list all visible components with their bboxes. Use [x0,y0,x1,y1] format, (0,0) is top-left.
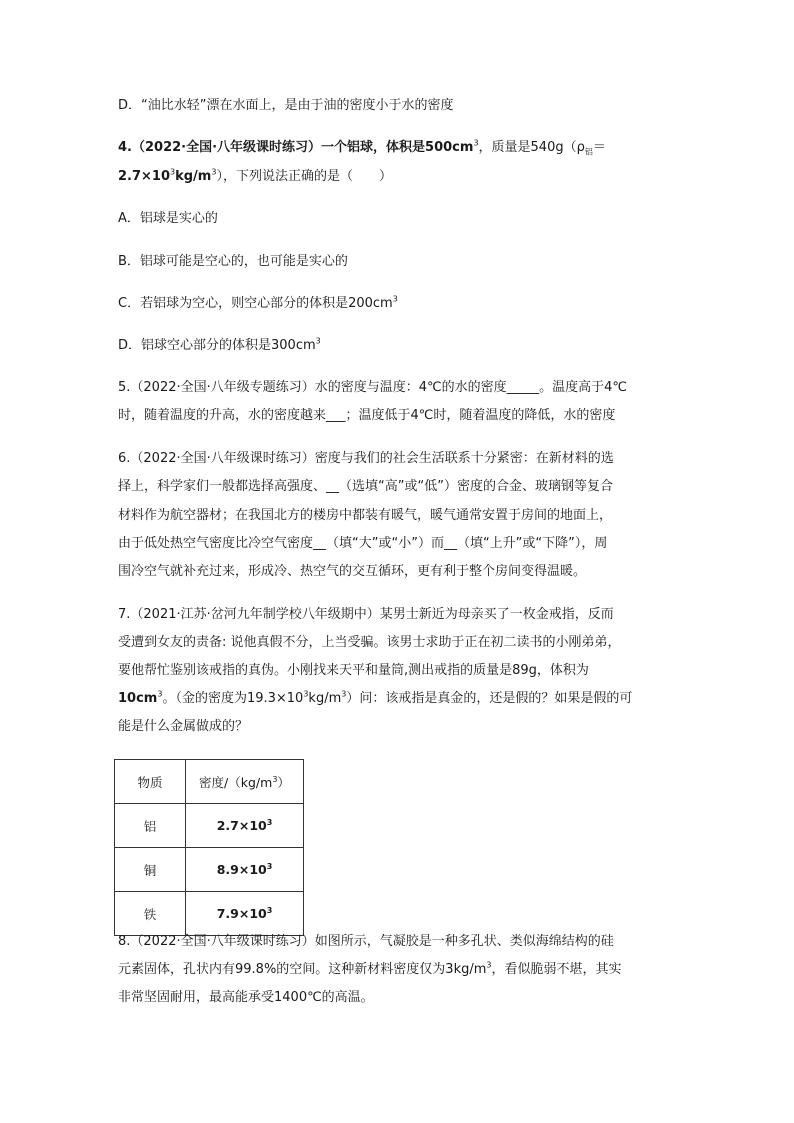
q7-line-2 [118,633,621,653]
q6-line-2 [118,477,613,497]
superscript: 3 [303,689,309,699]
text: 非常坚固耐用，最高能承受1400℃的高温。 [118,990,374,1005]
superscript: 3 [341,689,347,699]
table-cell [186,848,304,892]
text: 8.9×10 [216,862,267,877]
text: ），下列说法正确的是（ ） [216,169,392,184]
text: ）问：该戒指是真金的，还是假的？如果是假的可 [346,691,633,706]
text: ＝ [592,140,606,155]
text: 8.（2022·全国·八年级课时练习）如图所示，气凝胶是一种多孔状、类似海绵结构的硅 [118,934,614,949]
q4-option-b [118,252,348,272]
text: ，看似脆弱不堪，其实 [491,962,622,977]
q8-line-1 [118,932,614,952]
superscript: 3 [272,774,278,784]
table-row [115,804,304,848]
q7-line-1 [118,605,614,625]
density-table [114,759,304,936]
text: C．若铝球为空心，则空心部分的体积是200cm [118,296,393,311]
q7-line-3 [118,661,589,681]
superscript: 3 [170,167,176,177]
text: 铝 [143,818,157,834]
superscript: 3 [266,861,273,871]
q8-line-3 [118,988,374,1008]
text: 能是什么金属做成的？ [118,719,249,734]
table-cell [115,848,186,892]
text: 10cm [118,691,158,706]
q4-option-a [118,209,218,229]
superscript: 3 [392,294,398,304]
superscript: 3 [211,167,217,177]
q6-line-3 [118,506,612,526]
q5-line-2 [118,406,615,426]
text: 材料作为航空器材；在我国北方的楼房中都装有暖气，暖气通常安置于房间的地面上， [118,508,613,523]
q3-option-d [118,96,453,116]
q6-line-5 [118,562,586,582]
text: 2.7×10 [118,169,171,184]
table-cell [115,804,186,848]
text: 元素固体，孔状内有99.8%的空间。这种新材料密度仅为3kg/m [118,962,487,977]
text: ，质量是540g（ρ [478,140,585,155]
table-cell [186,892,304,936]
table-header-cell [115,760,186,804]
text: 。（金的密度为19.3×10 [162,691,304,706]
text: 受遭到女友的责备: 说他真假不分，上当受骗。该男士求助于正在初二读书的小刚弟弟， [118,635,621,650]
text: kg/m [175,169,212,184]
superscript: 3 [266,817,273,827]
text: 围冷空气就补充过来，形成冷、热空气的交互循环，更有利于整个房间变得温暖。 [118,564,587,579]
superscript: 3 [157,689,163,699]
text: 密度/（kg/m [199,774,273,790]
text: kg/m [308,691,342,706]
superscript: 3 [486,960,492,970]
text: 铁 [143,906,157,922]
text: 铜 [143,862,157,878]
q8-line-2 [118,960,622,980]
text: D．铝球空心部分的体积是300cm [118,338,316,353]
table-cell [186,804,304,848]
text: 择上，科学家们一般都选择高强度、__（选填“高”或“低”）密度的合金、玻璃钢等复合 [118,479,613,494]
text: 5.（2022·全国·八年级专题练习）水的密度与温度：4℃的水的密度_____。温度高于4℃ [118,380,627,395]
table-row [115,892,304,936]
text: ） [277,774,290,790]
table-header-row [115,760,304,804]
q5-line-1 [118,378,627,398]
table-header-cell [186,760,304,804]
text: 要他帮忙鉴别该戒指的真伪。小刚找来天平和量筒,测出戒指的质量是89g，体积为 [118,663,589,678]
table-cell [115,892,186,936]
q7-line-5 [118,717,248,737]
subscript: 铝 [584,147,593,157]
q6-line-4 [118,534,607,554]
superscript: 3 [473,138,479,148]
text: 7.（2021·江苏·岔河九年制学校八年级期中）某男士新近为母亲买了一枚金戒指，反而 [118,607,614,622]
q4-option-d [118,336,321,356]
text: 时，随着温度的升高，水的密度越来___；温度低于4℃时，随着温度的降低，水的密度 [118,408,616,423]
text: 物质 [137,774,163,790]
table-row [115,848,304,892]
q7-line-4 [118,689,632,709]
text: 2.7×10 [216,818,267,833]
text: 4.（2022·全国·八年级课时练习）一个铝球，体积是500cm [118,140,474,155]
superscript: 3 [315,336,321,346]
q4-stem-line-2 [118,167,392,187]
q4-option-c [118,294,398,314]
q4-stem-line-1 [118,138,606,158]
superscript: 3 [266,905,273,915]
text: 6.（2022·全国·八年级课时练习）密度与我们的社会生活联系十分紧密：在新材料的选 [118,451,614,466]
text: D．“油比水轻”漂在水面上，是由于油的密度小于水的密度 [118,98,454,113]
text: 由于低处热空气密度比冷空气密度__（填“大”或“小”）而__（填“上升”或“下降”），周 [118,536,608,551]
text: 7.9×10 [216,906,267,921]
q6-line-1 [118,449,614,469]
text: A．铝球是实心的 [118,211,218,226]
text: B．铝球可能是空心的，也可能是实心的 [118,254,348,269]
